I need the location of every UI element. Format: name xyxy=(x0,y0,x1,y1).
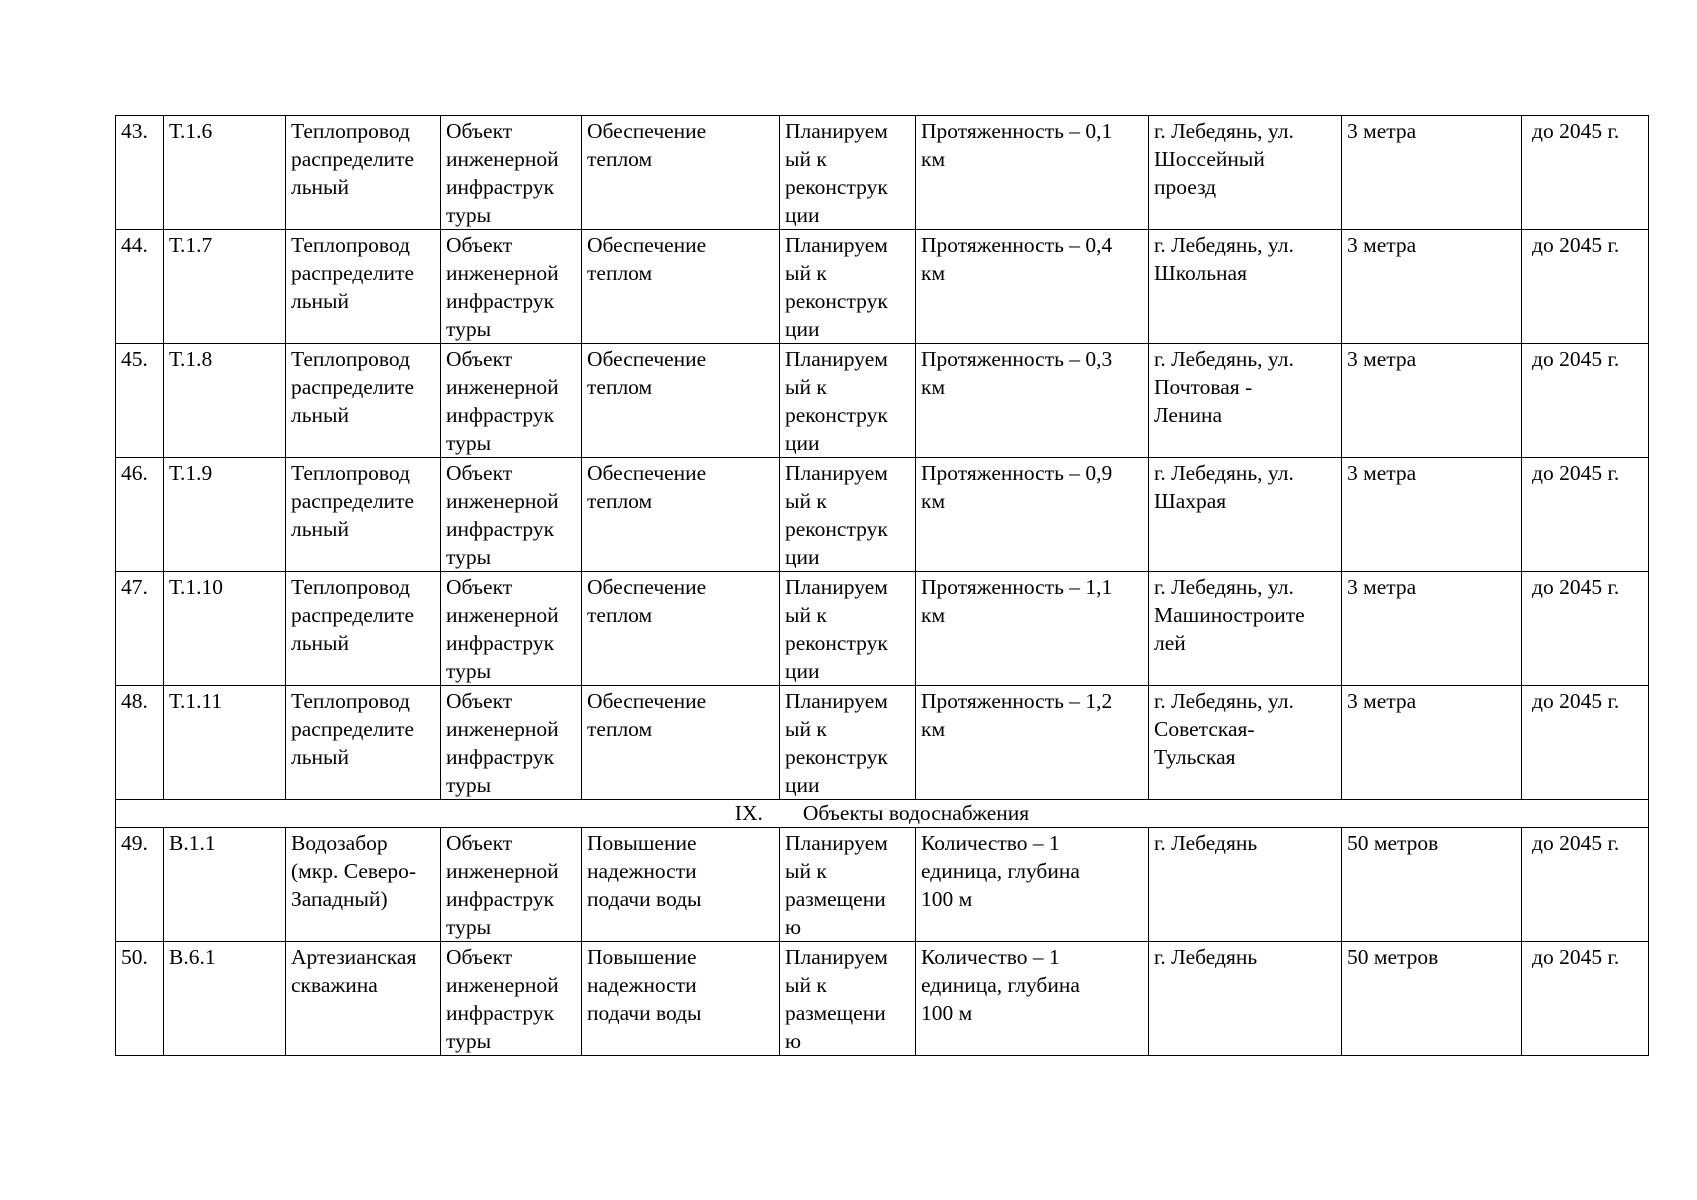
object-status-cell: Планируем ый к реконструк ции xyxy=(780,686,916,800)
section-heading-group xyxy=(116,800,1649,828)
object-zone-cell: 50 метров xyxy=(1342,942,1522,1056)
row-number-cell: 48. xyxy=(116,686,164,800)
object-code-cell: В.6.1 xyxy=(164,942,286,1056)
object-term-cell: до 2045 г. xyxy=(1522,344,1649,458)
object-zone-cell: 3 метра xyxy=(1342,116,1522,230)
object-type-cell: Объект инженерной инфраструк туры xyxy=(441,458,582,572)
object-characteristics-cell: Протяженность – 0,4 км xyxy=(916,230,1149,344)
object-status-cell: Планируем ый к реконструк ции xyxy=(780,230,916,344)
object-purpose-cell: Повышение надежности подачи воды xyxy=(582,828,780,942)
object-location-cell: г. Лебедянь, ул. Машиностроите лей xyxy=(1149,572,1342,686)
object-location-cell: г. Лебедянь xyxy=(1149,828,1342,942)
object-purpose-cell: Обеспечение теплом xyxy=(582,572,780,686)
object-type-cell: Объект инженерной инфраструк туры xyxy=(441,230,582,344)
object-type-cell: Объект инженерной инфраструк туры xyxy=(441,828,582,942)
object-status-cell: Планируем ый к размещени ю xyxy=(780,828,916,942)
row-number-cell: 49. xyxy=(116,828,164,942)
object-code-cell: Т.1.9 xyxy=(164,458,286,572)
object-characteristics-cell: Протяженность – 0,9 км xyxy=(916,458,1149,572)
section-number: IX. xyxy=(734,801,763,825)
object-purpose-cell: Обеспечение теплом xyxy=(582,344,780,458)
object-location-cell: г. Лебедянь, ул. Шоссейный проезд xyxy=(1149,116,1342,230)
object-term-cell: до 2045 г. xyxy=(1522,828,1649,942)
object-term-cell: до 2045 г. xyxy=(1522,942,1649,1056)
object-purpose-cell: Обеспечение теплом xyxy=(582,230,780,344)
table-row xyxy=(116,116,1649,230)
object-name-cell: Теплопровод распределите льный xyxy=(286,572,441,686)
object-status-cell: Планируем ый к реконструк ции xyxy=(780,116,916,230)
object-zone-cell: 3 метра xyxy=(1342,344,1522,458)
table-row xyxy=(116,230,1649,344)
table-body-water xyxy=(116,828,1649,1056)
object-name-cell: Артезианская скважина xyxy=(286,942,441,1056)
object-characteristics-cell: Количество – 1 единица, глубина 100 м xyxy=(916,828,1149,942)
object-zone-cell: 50 метров xyxy=(1342,828,1522,942)
objects-table xyxy=(115,115,1649,1056)
object-term-cell: до 2045 г. xyxy=(1522,572,1649,686)
object-characteristics-cell: Протяженность – 1,1 км xyxy=(916,572,1149,686)
object-characteristics-cell: Протяженность – 0,1 км xyxy=(916,116,1149,230)
object-type-cell: Объект инженерной инфраструк туры xyxy=(441,116,582,230)
table-row xyxy=(116,458,1649,572)
object-name-cell: Теплопровод распределите льный xyxy=(286,458,441,572)
object-type-cell: Объект инженерной инфраструк туры xyxy=(441,942,582,1056)
object-zone-cell: 3 метра xyxy=(1342,230,1522,344)
object-location-cell: г. Лебедянь xyxy=(1149,942,1342,1056)
table-row xyxy=(116,344,1649,458)
object-name-cell: Теплопровод распределите льный xyxy=(286,116,441,230)
row-number-cell: 47. xyxy=(116,572,164,686)
object-term-cell: до 2045 г. xyxy=(1522,686,1649,800)
object-name-cell: Водозабор (мкр. Северо- Западный) xyxy=(286,828,441,942)
table-row xyxy=(116,942,1649,1056)
object-zone-cell: 3 метра xyxy=(1342,686,1522,800)
object-name-cell: Теплопровод распределите льный xyxy=(286,686,441,800)
object-type-cell: Объект инженерной инфраструк туры xyxy=(441,686,582,800)
object-name-cell: Теплопровод распределите льный xyxy=(286,230,441,344)
object-term-cell: до 2045 г. xyxy=(1522,230,1649,344)
section-heading-cell xyxy=(116,800,1649,828)
object-code-cell: Т.1.7 xyxy=(164,230,286,344)
object-status-cell: Планируем ый к размещени ю xyxy=(780,942,916,1056)
object-location-cell: г. Лебедянь, ул. Школьная xyxy=(1149,230,1342,344)
object-status-cell: Планируем ый к реконструк ции xyxy=(780,344,916,458)
object-purpose-cell: Обеспечение теплом xyxy=(582,458,780,572)
object-type-cell: Объект инженерной инфраструк туры xyxy=(441,572,582,686)
section-title: Объекты водоснабжения xyxy=(802,801,1030,825)
object-code-cell: В.1.1 xyxy=(164,828,286,942)
table-row xyxy=(116,572,1649,686)
object-characteristics-cell: Протяженность – 1,2 км xyxy=(916,686,1149,800)
table-body-heat xyxy=(116,116,1649,800)
object-purpose-cell: Повышение надежности подачи воды xyxy=(582,942,780,1056)
object-status-cell: Планируем ый к реконструк ции xyxy=(780,572,916,686)
object-term-cell: до 2045 г. xyxy=(1522,116,1649,230)
object-zone-cell: 3 метра xyxy=(1342,458,1522,572)
row-number-cell: 50. xyxy=(116,942,164,1056)
object-characteristics-cell: Протяженность – 0,3 км xyxy=(916,344,1149,458)
table-row xyxy=(116,828,1649,942)
object-code-cell: Т.1.11 xyxy=(164,686,286,800)
object-purpose-cell: Обеспечение теплом xyxy=(582,116,780,230)
object-characteristics-cell: Количество – 1 единица, глубина 100 м xyxy=(916,942,1149,1056)
object-code-cell: Т.1.8 xyxy=(164,344,286,458)
object-type-cell: Объект инженерной инфраструк туры xyxy=(441,344,582,458)
object-name-cell: Теплопровод распределите льный xyxy=(286,344,441,458)
row-number-cell: 44. xyxy=(116,230,164,344)
object-zone-cell: 3 метра xyxy=(1342,572,1522,686)
object-status-cell: Планируем ый к реконструк ции xyxy=(780,458,916,572)
object-code-cell: Т.1.10 xyxy=(164,572,286,686)
row-number-cell: 46. xyxy=(116,458,164,572)
row-number-cell: 43. xyxy=(116,116,164,230)
object-location-cell: г. Лебедянь, ул. Советская- Тульская xyxy=(1149,686,1342,800)
object-code-cell: Т.1.6 xyxy=(164,116,286,230)
object-location-cell: г. Лебедянь, ул. Шахрая xyxy=(1149,458,1342,572)
row-number-cell: 45. xyxy=(116,344,164,458)
table-row xyxy=(116,686,1649,800)
object-purpose-cell: Обеспечение теплом xyxy=(582,686,780,800)
object-term-cell: до 2045 г. xyxy=(1522,458,1649,572)
object-location-cell: г. Лебедянь, ул. Почтовая - Ленина xyxy=(1149,344,1342,458)
section-heading-row xyxy=(116,800,1649,828)
